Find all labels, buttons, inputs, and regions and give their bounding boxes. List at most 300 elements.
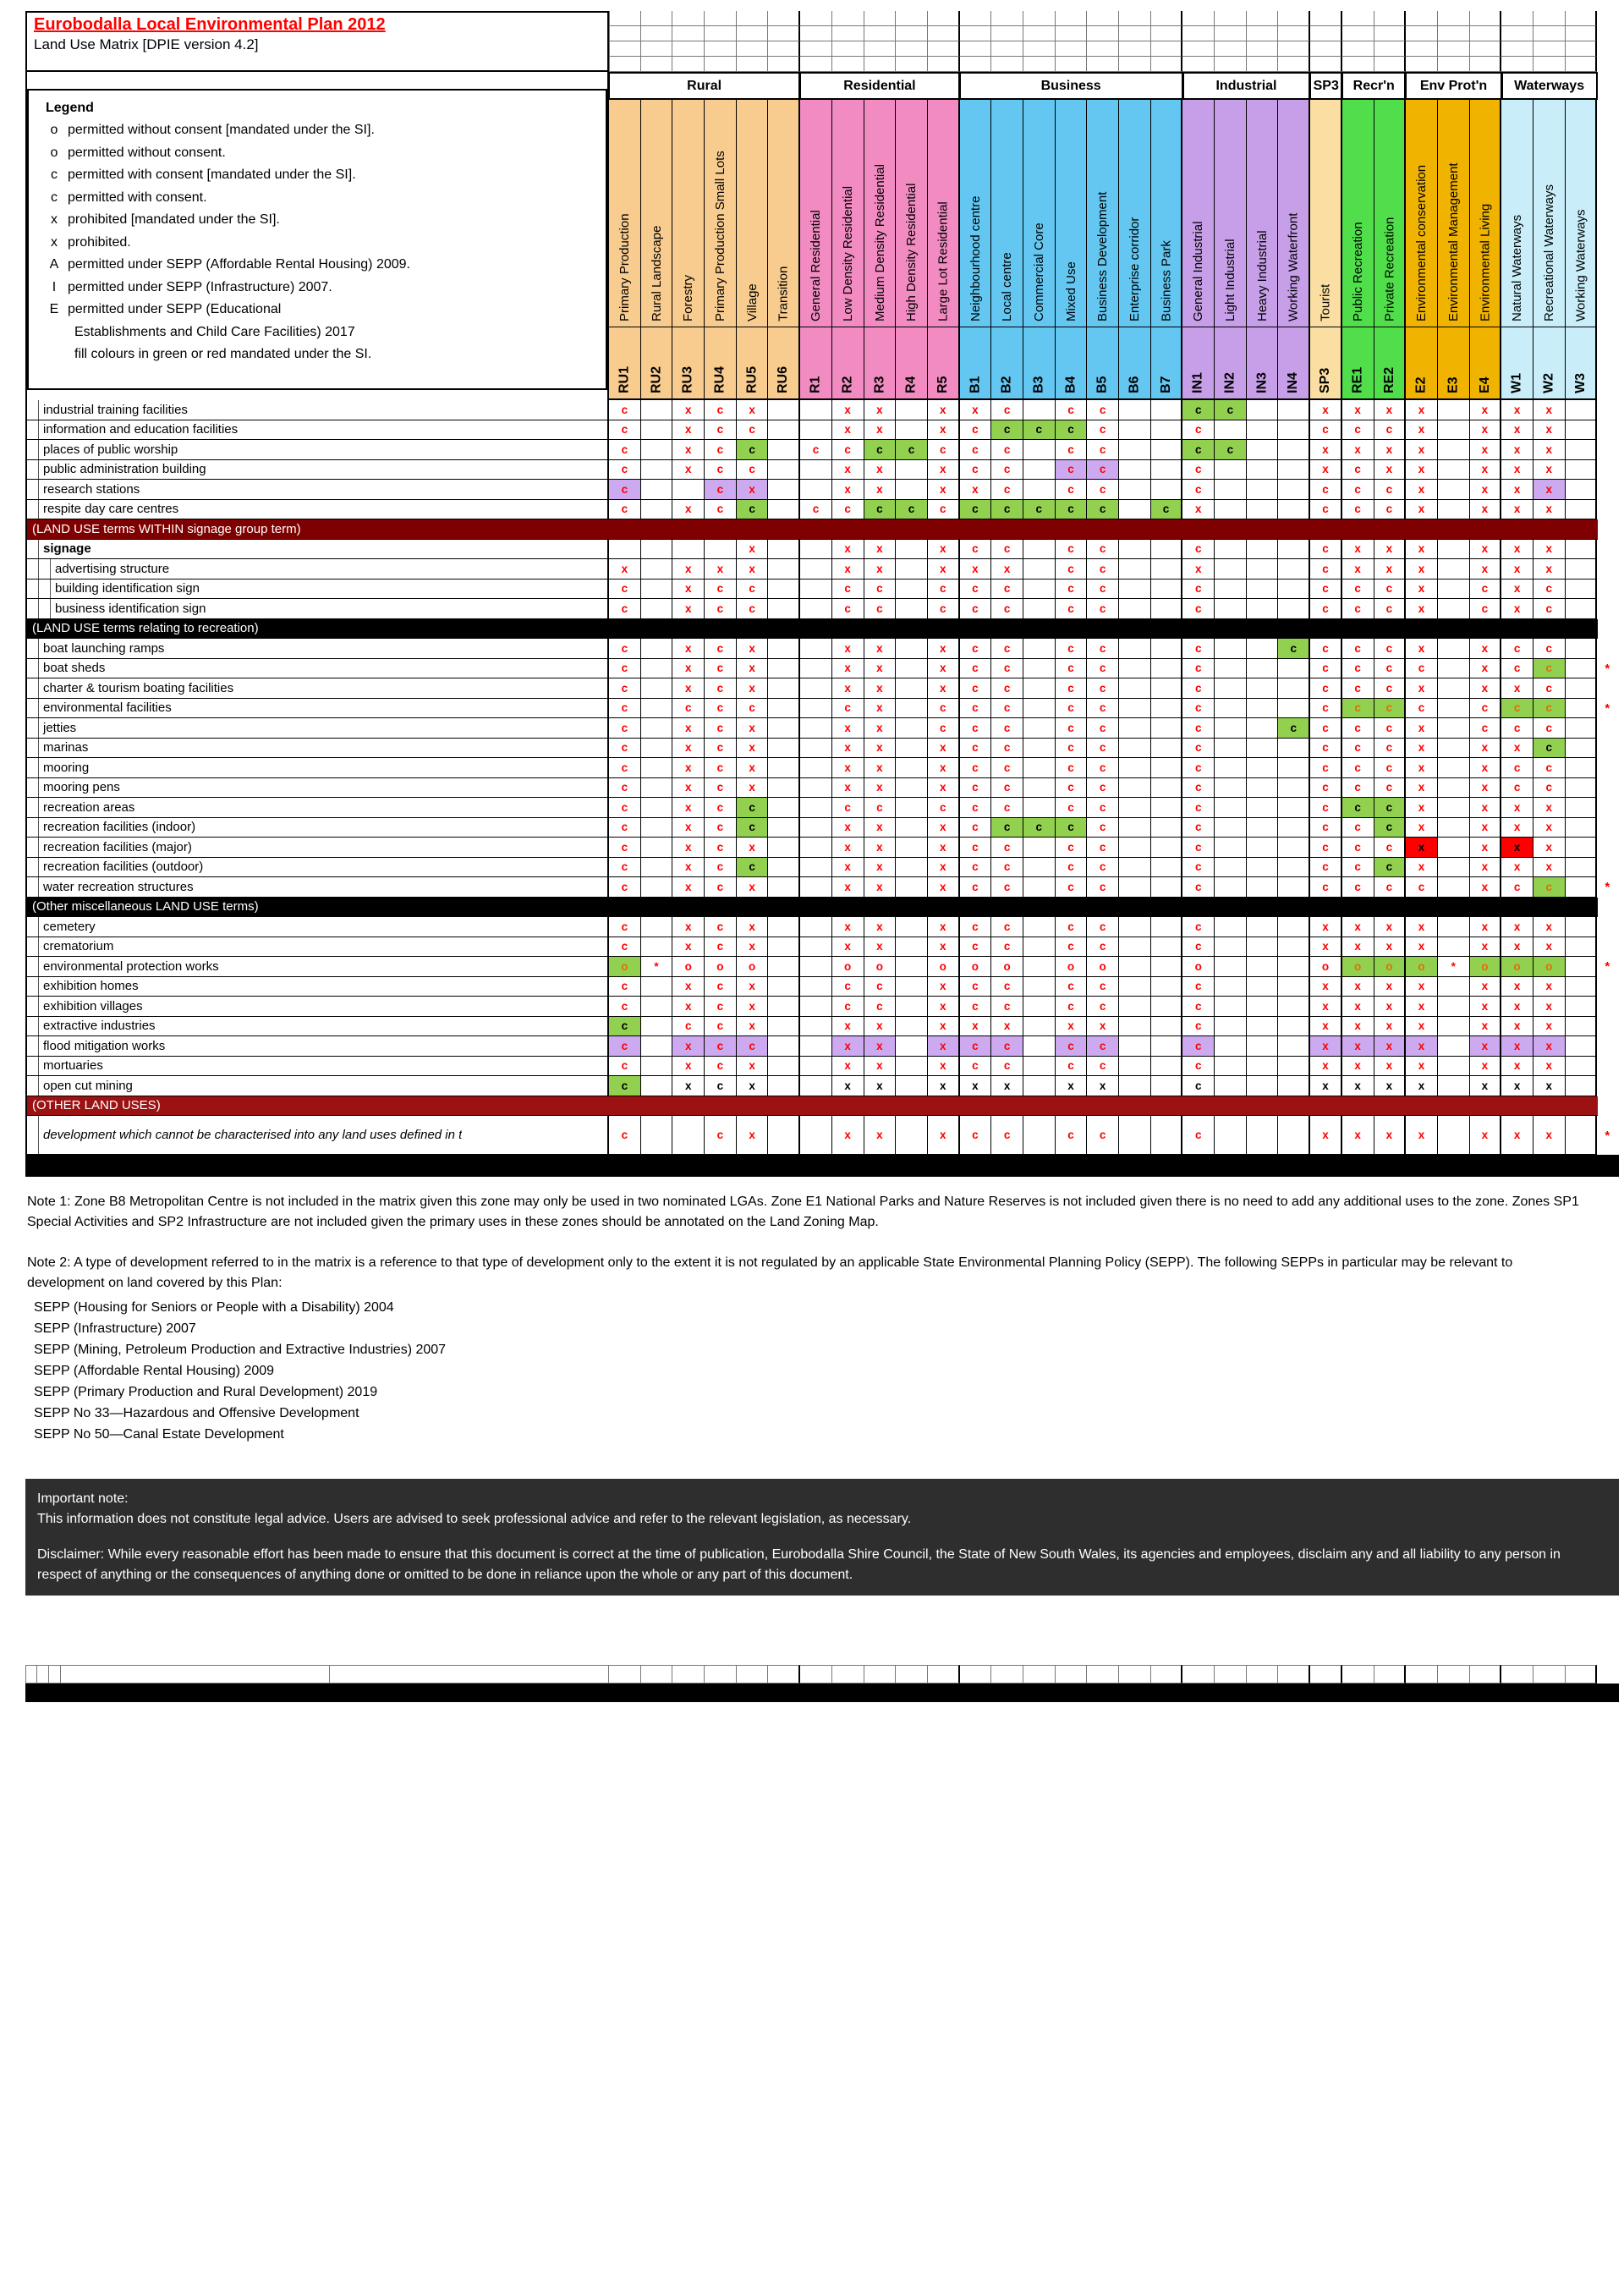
matrix-cell: c — [1501, 758, 1533, 778]
empty-grid-cell — [991, 41, 1023, 57]
zone-name-text: Low Density Residential — [840, 185, 855, 321]
matrix-cell — [1023, 400, 1056, 420]
row-label-cell — [25, 599, 609, 619]
matrix-cell — [800, 599, 832, 619]
matrix-cell — [1215, 818, 1247, 838]
matrix-cell — [1278, 699, 1310, 719]
matrix-cell: x — [1533, 559, 1566, 579]
matrix-cell — [1566, 1036, 1598, 1057]
matrix-cell: x — [1533, 400, 1566, 420]
empty-grid-cell — [641, 57, 673, 72]
matrix-cell: o — [705, 957, 737, 977]
matrix-cell: x — [864, 818, 897, 838]
zone-name-cell — [1374, 100, 1407, 327]
matrix-cell — [1119, 400, 1151, 420]
row-label: respite day care centres — [43, 502, 179, 517]
matrix-cell — [1023, 678, 1056, 699]
matrix-cell — [800, 838, 832, 858]
zone-code-cell — [1119, 327, 1151, 400]
matrix-cell: x — [1533, 1036, 1566, 1057]
zone-code-cell — [896, 327, 928, 400]
matrix-row — [25, 858, 1619, 878]
matrix-cell: c — [1087, 460, 1119, 481]
matrix-cell: c — [1087, 858, 1119, 878]
matrix-cell: x — [1342, 1116, 1374, 1155]
zone-name-cell — [1247, 100, 1279, 327]
matrix-cell — [1151, 599, 1183, 619]
matrix-cell — [768, 599, 800, 619]
matrix-cell: c — [991, 858, 1023, 878]
matrix-cell — [1151, 1116, 1183, 1155]
matrix-cell — [1247, 798, 1279, 818]
matrix-cell — [1247, 838, 1279, 858]
matrix-cell: c — [1310, 559, 1342, 579]
matrix-cell: x — [672, 639, 705, 659]
matrix-cell: x — [1342, 1076, 1374, 1096]
matrix-cell — [1566, 1076, 1598, 1096]
row-label-cell — [25, 858, 609, 878]
indent-spacer — [27, 400, 39, 420]
matrix-cell: c — [1056, 400, 1088, 420]
matrix-cell — [1438, 818, 1470, 838]
zone-name-text: Environmental Living — [1477, 203, 1492, 321]
matrix-cell — [1438, 559, 1470, 579]
matrix-cell: x — [832, 678, 864, 699]
matrix-cell — [896, 758, 928, 778]
empty-grid-cell — [1470, 57, 1502, 72]
matrix-cell: x — [1470, 460, 1502, 481]
matrix-cell: x — [1374, 540, 1407, 560]
matrix-cell: x — [1342, 1057, 1374, 1077]
zone-name-cell — [1023, 100, 1056, 327]
matrix-cell: x — [737, 877, 769, 898]
matrix-cell — [896, 540, 928, 560]
matrix-cell — [1438, 798, 1470, 818]
matrix-cell: x — [928, 739, 960, 759]
matrix-cell: c — [1056, 460, 1088, 481]
matrix-cell: c — [991, 739, 1023, 759]
matrix-row — [25, 1116, 1619, 1155]
matrix-cell: c — [960, 877, 992, 898]
footer-grid-cell — [37, 1665, 49, 1684]
matrix-cell: c — [991, 758, 1023, 778]
matrix-cell — [1119, 1116, 1151, 1155]
matrix-cell — [1438, 937, 1470, 958]
matrix-cell: c — [960, 858, 992, 878]
matrix-cell: x — [1470, 480, 1502, 500]
row-footnote-cell: * — [1605, 661, 1610, 676]
matrix-cell — [1023, 579, 1056, 600]
matrix-cell: x — [1056, 1017, 1088, 1037]
empty-grid-cell — [609, 41, 641, 57]
matrix-cell — [768, 917, 800, 937]
matrix-cell — [1119, 599, 1151, 619]
matrix-cell: x — [832, 1057, 864, 1077]
matrix-cell: c — [609, 798, 641, 818]
matrix-cell: x — [928, 639, 960, 659]
matrix-cell — [641, 778, 673, 799]
matrix-cell: x — [737, 997, 769, 1017]
matrix-cell — [641, 1057, 673, 1077]
zone-code-text: RU5 — [744, 365, 760, 393]
matrix-cell: x — [928, 917, 960, 937]
row-label: advertising structure — [55, 561, 170, 576]
matrix-cell: x — [1501, 818, 1533, 838]
matrix-cell: c — [960, 460, 992, 481]
matrix-cell: x — [1533, 460, 1566, 481]
matrix-cell: o — [1470, 957, 1502, 977]
matrix-row — [25, 1017, 1619, 1037]
row-footnote-cell — [1597, 937, 1617, 958]
matrix-cell — [1215, 858, 1247, 878]
zone-name-text: General Industrial — [1191, 221, 1206, 321]
zone-name-text: Forestry — [681, 274, 696, 321]
row-label: information and education facilities — [43, 422, 239, 437]
zone-code-text: E2 — [1413, 376, 1429, 393]
footer-grid-cell — [1438, 1665, 1470, 1684]
sepp-item: SEPP No 50—Canal Estate Development — [34, 1427, 284, 1442]
matrix-cell: c — [1056, 718, 1088, 739]
row-label: crematorium — [43, 939, 114, 954]
matrix-cell: x — [864, 1036, 897, 1057]
matrix-cell — [1566, 599, 1598, 619]
empty-grid-cell — [1533, 41, 1566, 57]
matrix-cell: x — [1533, 818, 1566, 838]
matrix-row — [25, 639, 1619, 659]
matrix-cell: x — [672, 440, 705, 460]
matrix-cell — [800, 1076, 832, 1096]
matrix-cell: c — [1056, 540, 1088, 560]
matrix-cell — [1023, 937, 1056, 958]
row-label-cell — [25, 917, 609, 937]
matrix-cell: c — [991, 838, 1023, 858]
zone-name-text: Business Development — [1095, 191, 1111, 321]
legend-symbol: E — [49, 302, 59, 316]
footer-grid-cell — [928, 1665, 960, 1684]
empty-grid-cell — [864, 11, 897, 26]
indent-spacer — [27, 599, 39, 618]
row-label: mooring pens — [43, 780, 120, 795]
matrix-cell: x — [928, 400, 960, 420]
row-footnote-cell — [1597, 758, 1617, 778]
footer-grid-cell — [1056, 1665, 1088, 1684]
matrix-cell — [672, 540, 705, 560]
sepp-list — [27, 1297, 1594, 1445]
row-label: exhibition villages — [43, 998, 143, 1013]
matrix-cell: c — [832, 579, 864, 600]
legend-item — [46, 277, 606, 299]
matrix-cell — [1215, 917, 1247, 937]
matrix-cell — [1247, 957, 1279, 977]
sepp-item: SEPP (Housing for Seniors or People with a Disability) 2004 — [34, 1300, 394, 1315]
matrix-cell: x — [672, 718, 705, 739]
sepp-item: SEPP (Primary Production and Rural Development) 2019 — [34, 1385, 378, 1399]
row-label-cell — [25, 838, 609, 858]
row-label-cell — [25, 977, 609, 997]
empty-grid-cell — [1310, 26, 1342, 41]
zone-code-cell — [800, 327, 832, 400]
matrix-cell — [1023, 718, 1056, 739]
matrix-cell: x — [832, 778, 864, 799]
zone-code-text: IN2 — [1222, 372, 1237, 393]
zone-name-text: Tourist — [1318, 283, 1333, 321]
indent-spacer — [27, 559, 39, 579]
indent-spacer — [27, 758, 39, 777]
matrix-cell: c — [1374, 500, 1407, 520]
row-label: open cut mining — [43, 1078, 133, 1093]
zone-code-cell — [1247, 327, 1279, 400]
matrix-cell — [1566, 440, 1598, 460]
matrix-cell: c — [1087, 420, 1119, 441]
matrix-cell: c — [991, 420, 1023, 441]
matrix-row — [25, 758, 1619, 778]
matrix-cell — [800, 659, 832, 679]
empty-grid-cell — [1056, 26, 1088, 41]
matrix-cell: x — [1310, 977, 1342, 997]
empty-grid-cell — [960, 11, 992, 26]
matrix-cell: c — [960, 699, 992, 719]
matrix-cell: o — [1342, 957, 1374, 977]
matrix-cell — [768, 639, 800, 659]
matrix-row — [25, 500, 1619, 520]
matrix-cell: c — [960, 917, 992, 937]
matrix-cell: c — [737, 858, 769, 878]
zone-code-cell — [1310, 327, 1342, 400]
matrix-cell: x — [864, 659, 897, 679]
row-label-cell — [25, 500, 609, 520]
indent-spacer — [27, 977, 39, 997]
matrix-cell — [1566, 460, 1598, 481]
matrix-cell: c — [991, 917, 1023, 937]
footer-grid-cell — [1151, 1665, 1183, 1684]
empty-grid-cell — [960, 57, 992, 72]
matrix-cell — [800, 977, 832, 997]
matrix-cell: x — [737, 937, 769, 958]
row-label-cell — [25, 1036, 609, 1057]
matrix-cell: c — [1342, 500, 1374, 520]
matrix-cell: c — [1087, 599, 1119, 619]
matrix-cell: x — [1374, 1057, 1407, 1077]
matrix-cell: x — [864, 460, 897, 481]
matrix-cell: x — [1406, 739, 1438, 759]
row-label: recreation facilities (outdoor) — [43, 860, 204, 875]
empty-grid-cell — [1310, 11, 1342, 26]
matrix-cell — [768, 1017, 800, 1037]
matrix-cell: c — [1056, 639, 1088, 659]
empty-grid-cell — [1151, 57, 1183, 72]
matrix-cell — [1151, 778, 1183, 799]
empty-grid-cell — [1215, 41, 1247, 57]
matrix-cell — [1438, 659, 1470, 679]
matrix-cell: c — [609, 1057, 641, 1077]
matrix-cell — [1119, 718, 1151, 739]
matrix-cell: c — [1182, 480, 1215, 500]
matrix-cell: c — [1023, 818, 1056, 838]
matrix-cell — [1023, 440, 1056, 460]
empty-grid-cell — [1278, 57, 1310, 72]
legend-symbol: c — [51, 190, 58, 205]
matrix-cell: x — [609, 559, 641, 579]
matrix-cell: x — [864, 1057, 897, 1077]
legend-item-text: permitted without consent. — [68, 145, 226, 160]
matrix-cell — [768, 420, 800, 441]
matrix-cell: c — [1182, 818, 1215, 838]
zone-name-text: Natural Waterways — [1510, 214, 1525, 321]
matrix-cell — [641, 678, 673, 699]
matrix-cell: c — [1182, 739, 1215, 759]
matrix-cell: x — [1470, 778, 1502, 799]
matrix-cell — [800, 997, 832, 1017]
empty-grid-cell — [1342, 26, 1374, 41]
matrix-cell — [800, 1036, 832, 1057]
section-bar: (LAND USE terms relating to recreation) — [25, 619, 1598, 640]
matrix-cell: c — [1470, 718, 1502, 739]
zone-group-label: SP3 — [1310, 72, 1342, 100]
matrix-cell: x — [1470, 559, 1502, 579]
matrix-cell: x — [737, 559, 769, 579]
matrix-cell — [1215, 937, 1247, 958]
empty-grid-cell — [1406, 11, 1438, 26]
matrix-cell: c — [991, 500, 1023, 520]
matrix-cell: x — [928, 838, 960, 858]
empty-grid-cell — [1087, 57, 1119, 72]
matrix-cell — [1566, 500, 1598, 520]
matrix-cell — [1247, 739, 1279, 759]
footer-grid-cell — [1374, 1665, 1407, 1684]
legend-item — [46, 209, 606, 232]
matrix-cell — [1215, 659, 1247, 679]
matrix-cell: c — [1182, 639, 1215, 659]
matrix-cell: x — [1406, 579, 1438, 600]
matrix-cell: c — [1374, 858, 1407, 878]
row-label: jetties — [43, 720, 77, 735]
matrix-cell: x — [1374, 1116, 1407, 1155]
matrix-cell: c — [609, 937, 641, 958]
matrix-cell — [1247, 997, 1279, 1017]
matrix-cell: c — [1342, 579, 1374, 600]
matrix-cell: x — [672, 778, 705, 799]
footer-grid-cell — [330, 1665, 609, 1684]
matrix-cell — [1215, 559, 1247, 579]
matrix-cell: x — [1470, 1057, 1502, 1077]
matrix-cell — [800, 420, 832, 441]
matrix-cell: x — [1056, 1076, 1088, 1096]
empty-grid-cell — [800, 41, 832, 57]
matrix-row — [25, 718, 1619, 739]
legend-item — [46, 232, 606, 255]
empty-grid-cell — [1056, 41, 1088, 57]
row-label-cell — [25, 718, 609, 739]
row-label: flood mitigation works — [43, 1038, 166, 1053]
matrix-cell: x — [1533, 997, 1566, 1017]
matrix-cell: c — [1087, 500, 1119, 520]
zone-name-cell — [1087, 100, 1119, 327]
matrix-cell: c — [1087, 838, 1119, 858]
matrix-cell: c — [991, 778, 1023, 799]
matrix-cell — [1119, 579, 1151, 600]
matrix-cell: c — [928, 798, 960, 818]
matrix-cell: * — [1438, 957, 1470, 977]
matrix-cell: x — [864, 778, 897, 799]
row-label-cell — [25, 1057, 609, 1077]
matrix-cell: c — [1182, 798, 1215, 818]
empty-grid-cell — [672, 26, 705, 41]
matrix-cell: c — [1087, 997, 1119, 1017]
matrix-cell: c — [960, 500, 992, 520]
footer-grid-cell — [1342, 1665, 1374, 1684]
zone-group-label: Residential — [800, 72, 960, 100]
matrix-cell — [1438, 977, 1470, 997]
matrix-cell: c — [1087, 877, 1119, 898]
matrix-cell — [1215, 500, 1247, 520]
matrix-cell: x — [864, 758, 897, 778]
matrix-cell: c — [705, 1036, 737, 1057]
matrix-cell: c — [1182, 1036, 1215, 1057]
empty-grid-cell — [1566, 41, 1598, 57]
matrix-cell: c — [864, 798, 897, 818]
empty-grid-cell — [1151, 26, 1183, 41]
zone-code-cell — [1438, 327, 1470, 400]
matrix-cell: c — [864, 579, 897, 600]
matrix-cell — [1119, 659, 1151, 679]
matrix-cell — [1247, 1036, 1279, 1057]
matrix-cell: c — [1374, 639, 1407, 659]
matrix-cell: c — [1087, 758, 1119, 778]
matrix-cell: x — [737, 758, 769, 778]
empty-grid-cell — [1151, 41, 1183, 57]
footer-grid-cell — [49, 1665, 61, 1684]
matrix-cell — [1119, 798, 1151, 818]
matrix-cell: x — [1470, 858, 1502, 878]
matrix-cell — [641, 579, 673, 600]
matrix-cell — [1023, 659, 1056, 679]
matrix-cell: c — [1056, 1036, 1088, 1057]
matrix-cell — [1119, 977, 1151, 997]
empty-grid-cell — [1087, 26, 1119, 41]
matrix-cell — [1023, 1076, 1056, 1096]
matrix-cell: x — [1310, 997, 1342, 1017]
matrix-cell: x — [928, 1057, 960, 1077]
matrix-cell — [896, 420, 928, 441]
matrix-cell — [896, 1017, 928, 1037]
empty-grid-cell — [737, 26, 769, 41]
zone-code-text: RU4 — [712, 365, 727, 393]
matrix-cell — [1151, 718, 1183, 739]
matrix-cell — [1215, 420, 1247, 441]
matrix-cell: c — [928, 699, 960, 719]
matrix-cell — [896, 579, 928, 600]
matrix-cell — [641, 540, 673, 560]
row-footnote-cell — [1597, 997, 1617, 1017]
matrix-cell: c — [609, 1017, 641, 1037]
matrix-cell: c — [1374, 838, 1407, 858]
matrix-cell: o — [1310, 957, 1342, 977]
footer-grid-cell — [641, 1665, 673, 1684]
matrix-cell — [1247, 559, 1279, 579]
matrix-cell — [768, 858, 800, 878]
empty-grid-cell — [609, 57, 641, 72]
matrix-cell — [1247, 818, 1279, 838]
matrix-cell — [1151, 480, 1183, 500]
row-footnote-cell — [1597, 858, 1617, 878]
matrix-cell — [896, 559, 928, 579]
section-bar: (LAND USE terms WITHIN signage group term) — [25, 519, 1598, 540]
zone-name-cell — [641, 100, 673, 327]
matrix-cell — [1566, 838, 1598, 858]
matrix-cell: c — [1056, 997, 1088, 1017]
zone-name-cell — [1533, 100, 1566, 327]
matrix-cell — [768, 1057, 800, 1077]
